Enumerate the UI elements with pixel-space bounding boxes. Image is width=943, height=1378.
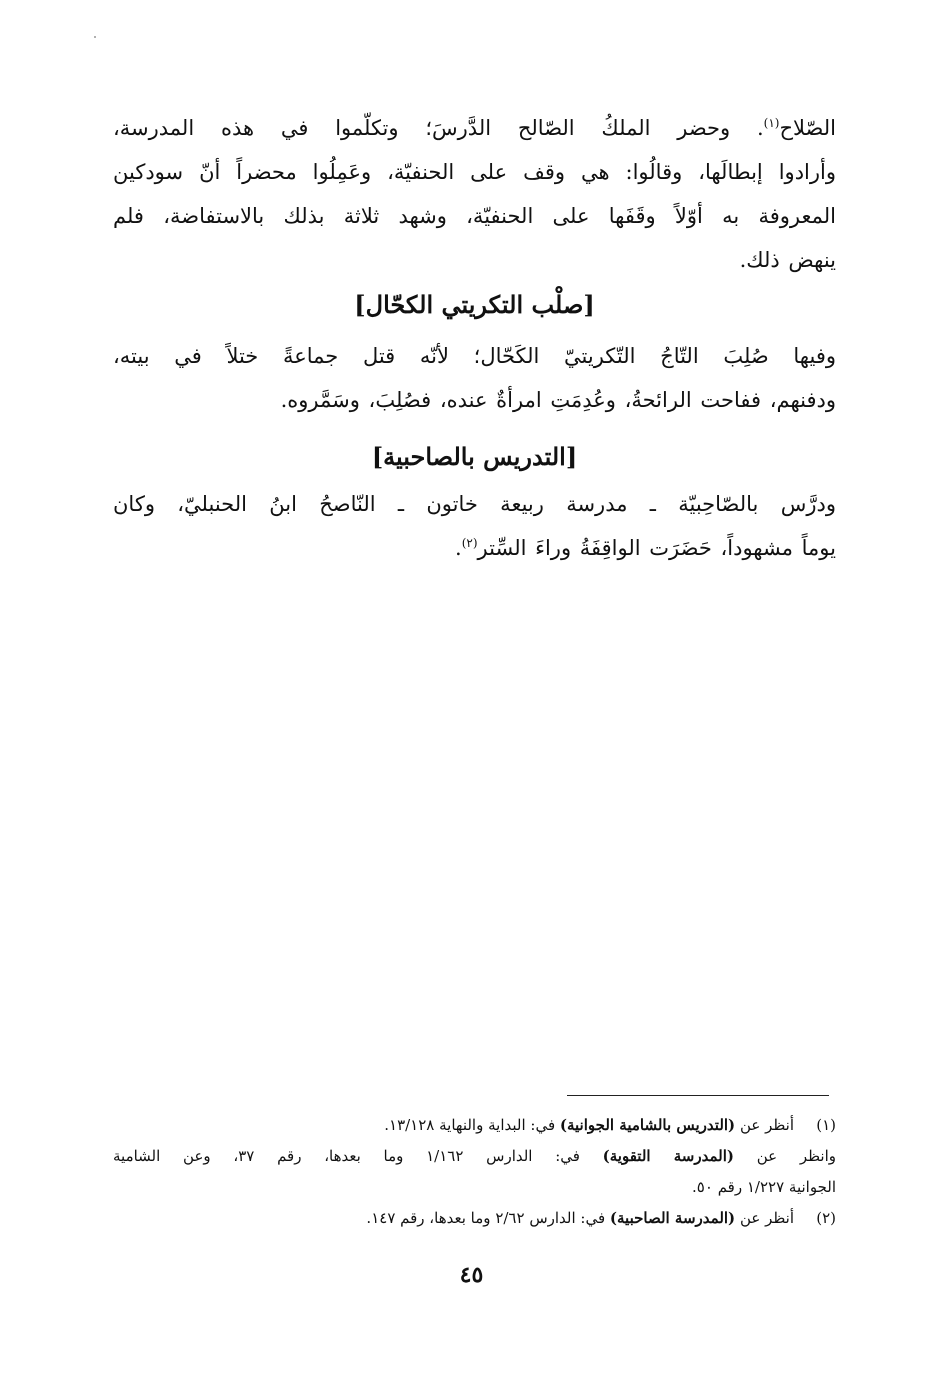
footnote-divider (567, 1095, 829, 1096)
text-run: أنظر عن (735, 1116, 794, 1134)
paragraph-2-line-1: وفيها صُلِبَ التّاجُ التّكريتيّ الكَحّال؛ لأنّه قتل جماعةً ختلاً في بيته، (113, 344, 836, 368)
paragraph-3-line-1: ودرَّس بالصّاحِبيّة ـ مدرسة ربيعة خاتون ـ النّاصحُ ابنُ الحنبليّ، وكان (113, 492, 836, 516)
paragraph-3 (113, 482, 836, 570)
footnote-2-line-1 (113, 1203, 794, 1234)
footnote-1-number: (١) (816, 1116, 836, 1134)
section-heading-2: [التدريس بالصاحبية] (371, 442, 578, 471)
paragraph-1 (113, 106, 836, 282)
text-run: أنظر عن (735, 1209, 794, 1227)
section-heading-1: [صلْب التكريتي الكحّال] (354, 290, 595, 319)
footnote-1-body (113, 1110, 794, 1141)
text-run: في: البداية والنهاية ١٣/١٢٨. (384, 1116, 560, 1134)
footnotes-section (113, 1110, 836, 1234)
footnote-1-bold-title-2: (المدرسة التقوية) (602, 1147, 734, 1165)
text-run: في: الدارس ١/١٦٢ وما بعدها، رقم ٣٧، وعن الشامية (113, 1147, 603, 1165)
paragraph-1-line-4: ينهض ذلك. (739, 248, 836, 272)
footnote-2 (113, 1203, 836, 1234)
paragraph-2-line-2: ودفنهم، ففاحت الرائحةُ، وعُدِمَتِ امرأةٌ عنده، فصُلِبَ، وسَمَّروه. (280, 388, 836, 412)
footnote-marker-2[interactable]: (٢) (461, 536, 478, 550)
paragraph-3-line-2 (113, 526, 836, 570)
text-run: الصّلاح (779, 116, 836, 140)
page-number: ٤٥ (459, 1262, 484, 1288)
paragraph-1-line-3: المعروفة به أوّلاً وقَفَها على الحنفيّة، وشهد ثلاثة بذلك بالاستفاضة، فلم (113, 204, 836, 228)
paragraph-1-line-1 (113, 106, 836, 150)
paragraph-1-line-2: وأرادوا إبطالَها، وقالُوا: هي وقف على الحنفيّة، وعَمِلُوا محضراً أنّ سودكين (113, 160, 836, 184)
text-run: وانظر عن (734, 1147, 836, 1165)
footnote-1-line-3: الجوانية ١/٢٢٧ رقم ٥٠. (692, 1178, 836, 1196)
text-run: . (455, 536, 462, 560)
text-run: . وحضر الملكُ الصّالح الدَّرسَ؛ وتكلّموا في هذه المدرسة، (113, 116, 764, 140)
paragraph-2 (113, 334, 836, 422)
footnote-1-continuation (113, 1141, 836, 1203)
text-run: في: الدارس ٢/٦٢ وما بعدها، رقم ١٤٧. (366, 1209, 610, 1227)
footnote-2-bold-title: (المدرسة الصاحبية) (609, 1209, 736, 1227)
footnote-1 (113, 1110, 836, 1141)
footnote-1-line-2 (113, 1141, 836, 1172)
text-run: يوماً مشهوداً، حَضَرَت الواقِفَةُ وراءَ السِّتر (477, 536, 836, 560)
footnote-2-number: (٢) (816, 1209, 836, 1227)
footnote-1-continuation-body (113, 1141, 836, 1203)
footnote-1-line-1 (113, 1110, 794, 1141)
footnote-2-body (113, 1203, 794, 1234)
scan-speck (94, 36, 96, 38)
footnote-marker-1[interactable]: (١) (763, 116, 780, 130)
footnote-1-bold-title: (التدريس بالشامية الجوانية) (559, 1116, 736, 1134)
